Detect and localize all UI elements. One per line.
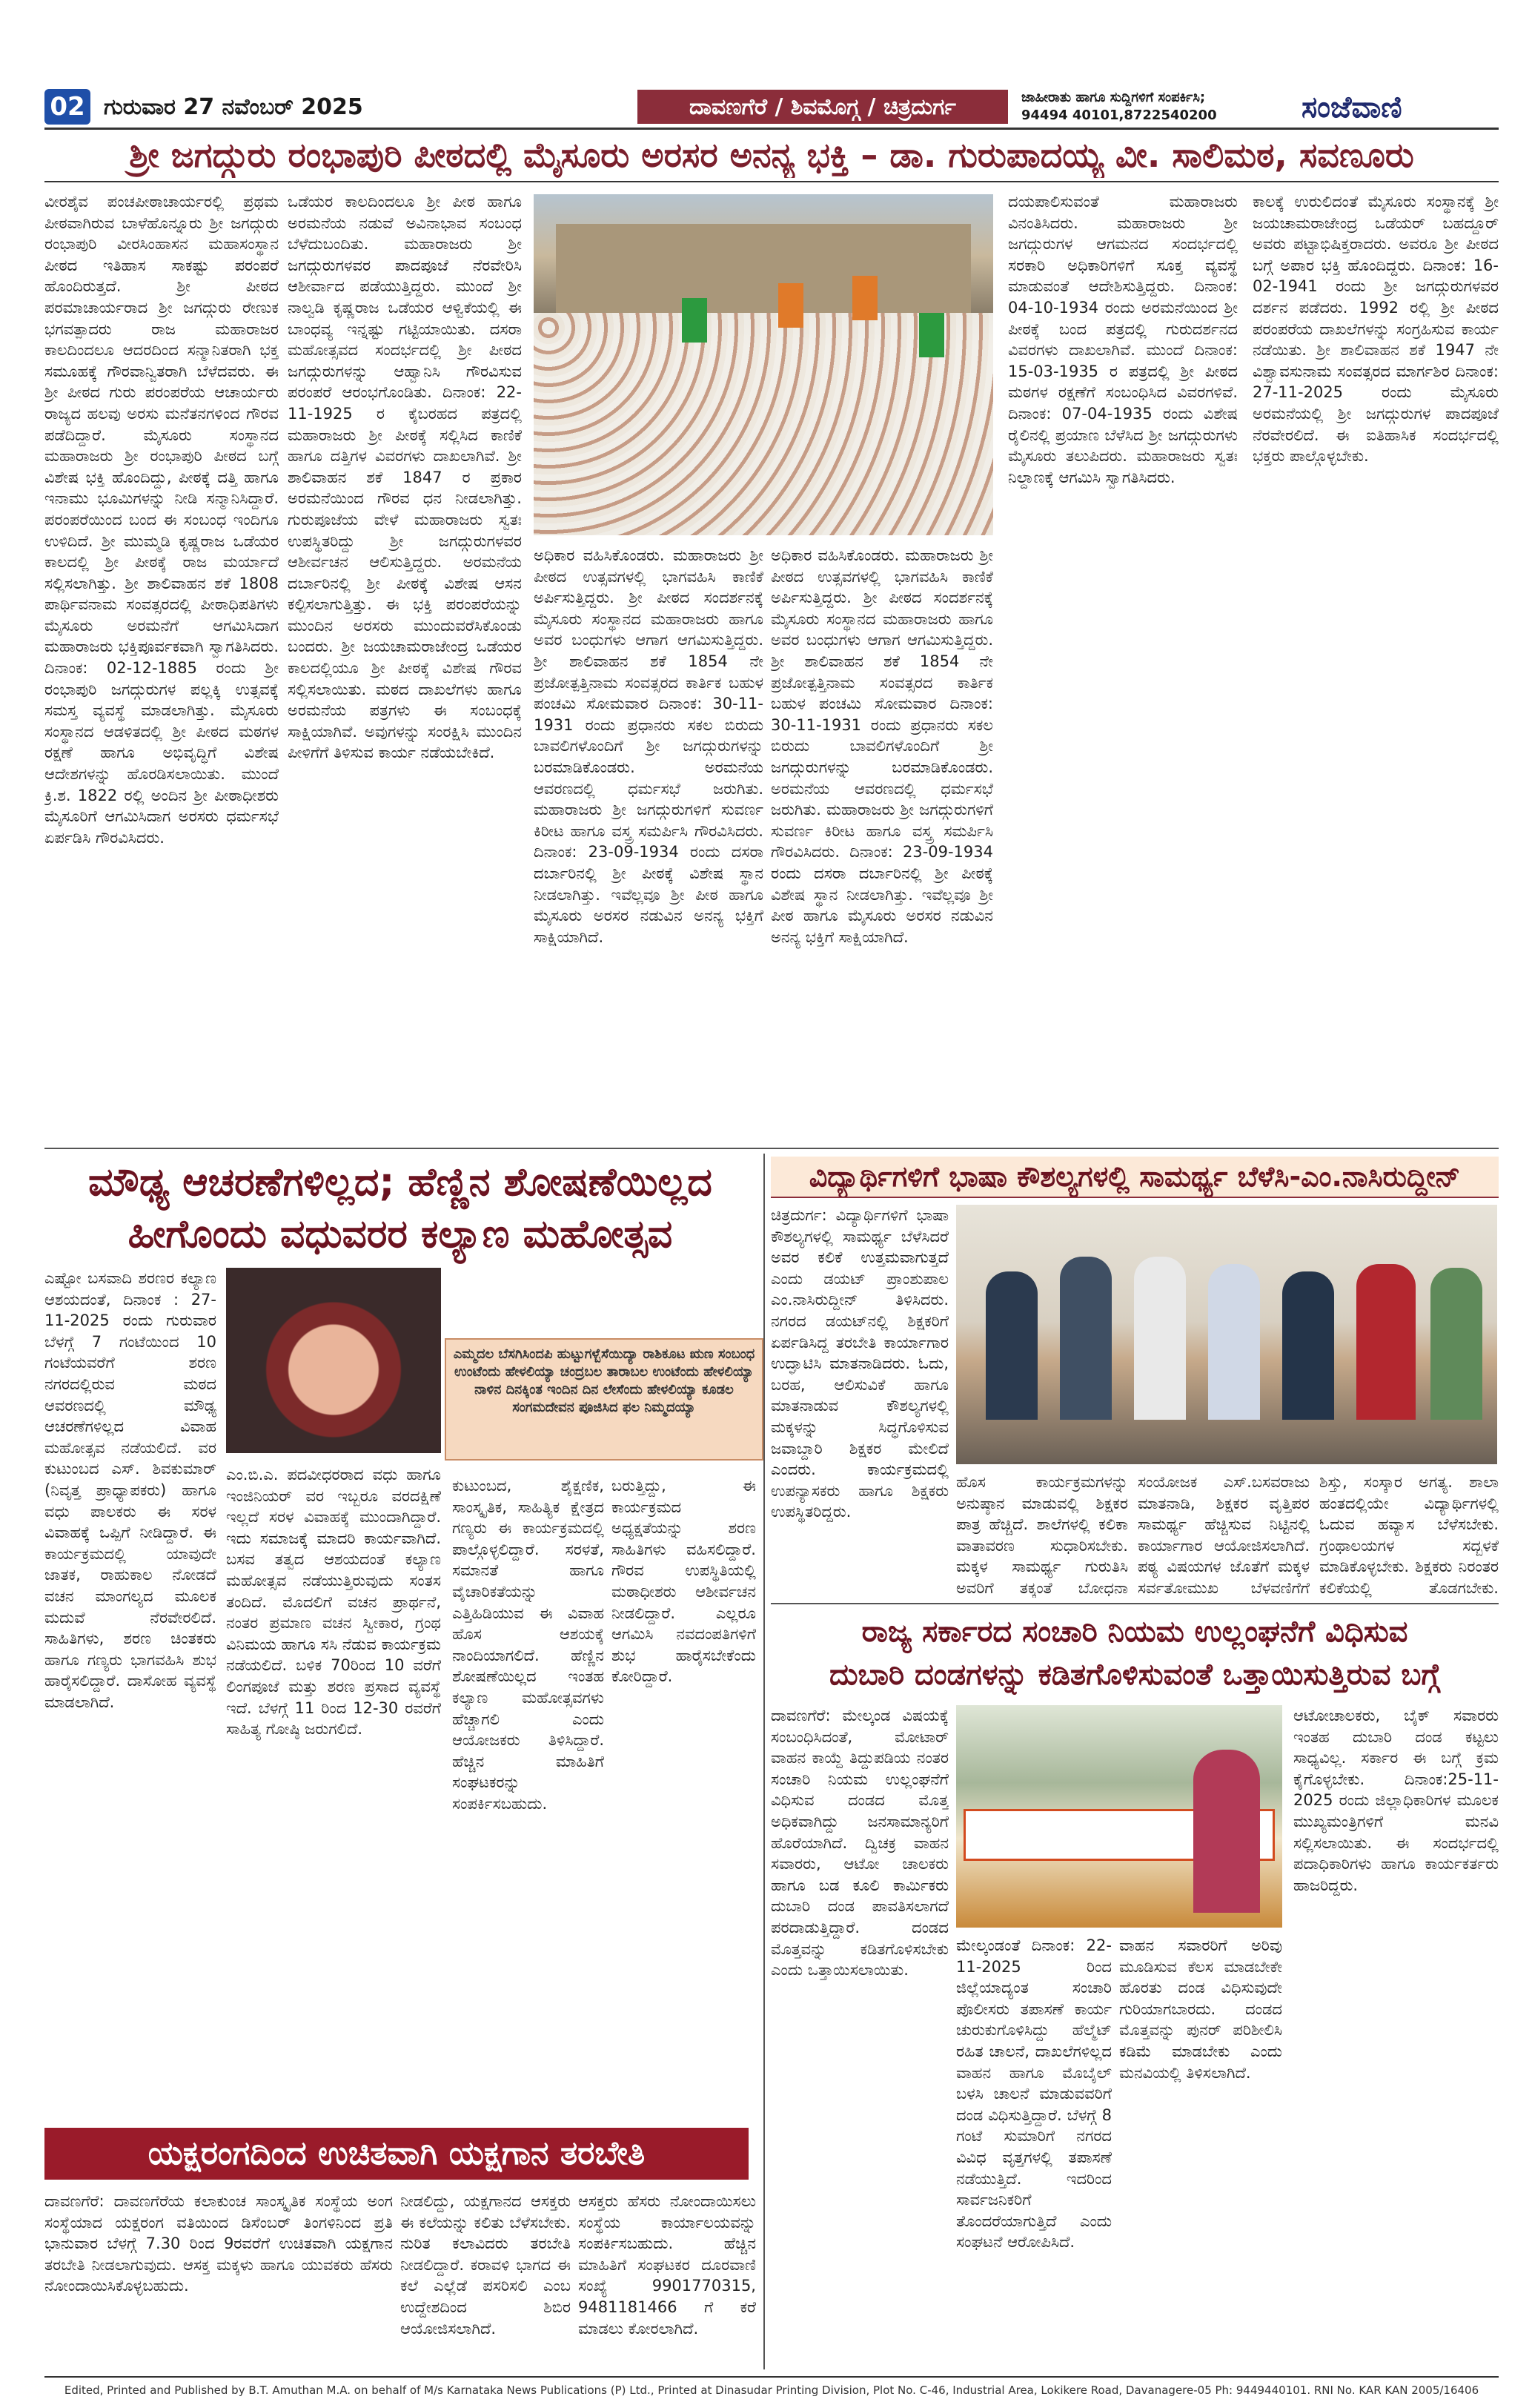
- masthead-rule: [44, 128, 1499, 130]
- orange-flag: [778, 283, 803, 328]
- students-col2: ಹೊಸ ಕಾರ್ಯಕ್ರಮಗಳನ್ನು ಅನುಷ್ಠಾನ ಮಾಡುವಲ್ಲಿ ಶಿಕ್ಷಕರ ಪಾತ್ರ ಹೆಚ್ಚಿದೆ. ಶಾಲೆಗಳಲ್ಲಿ ಕಲಿಕಾ ವಾತಾವರಣ ಸುಧಾರಿಸಬೇಕು. ಮಕ್ಕಳ ಸಾಮರ್ಥ್ಯ ಗುರುತಿಸಿ ಅವರಿಗೆ ತಕ್ಕಂತೆ ಬೋಧನಾ: [956, 1473, 1128, 1597]
- section-rule: [771, 1603, 1499, 1604]
- imprint-footer: Edited, Printed and Published by B.T. Amuthan M.A. on behalf of M/s Karnataka News Publications (P) Ltd., Printed at Dinasudar Printing Division, Plot No. C-46, Industrial Area, Lokikere Road, Davanagere-05 Ph: 9449440101. RNI No. KAR KAN 2005/16406: [64, 2384, 1479, 2397]
- person: [1208, 1264, 1260, 1420]
- person: [1282, 1271, 1334, 1420]
- students-col3: ಸಂಯೋಜಕ ಎಸ್.ಬಸವರಾಜು ಮಾತನಾಡಿ, ಶಿಕ್ಷಕರ ವೃತ್ತಿಪರ ಸಾಮರ್ಥ್ಯ ಹೆಚ್ಚಿಸುವ ನಿಟ್ಟಿನಲ್ಲಿ ಕಾರ್ಯಾಗಾರ ಆಯೋಜಿಸಲಾಗಿದೆ. ಪಠ್ಯ ವಿಷಯಗಳ ಜೊತೆಗೆ ಮಕ್ಕಳ ಸರ್ವತೋಮುಖ ಬೆಳವಣಿಗೆಗೆ: [1138, 1473, 1310, 1597]
- wedding-col4: ಬರುತ್ತಿದ್ದು, ಈ ಕಾರ್ಯಕ್ರಮದ ಅಧ್ಯಕ್ಷತೆಯನ್ನು ಶರಣ ಸಾಹಿತಿಗಳು ವಹಿಸಲಿದ್ದಾರೆ. ಗೌರವ ಉಪಸ್ಥಿತಿಯಲ್ಲಿ ಮಠಾಧೀಶರು ಆಶೀರ್ವಚನ ನೀಡಲಿದ್ದಾರೆ. ಎಲ್ಲರೂ ಆಗಮಿಸಿ ನವದಂಪತಿಗಳಿಗೆ ಶುಭ ಹಾರೈಸಬೇಕೆಂದು ಕೋರಿದ್ದಾರೆ.: [611, 1477, 756, 1686]
- yakshagana-headline: ಯಕ್ಷರಂಗದಿಂದ ಉಚಿತವಾಗಿ ಯಕ್ಷಗಾನ ತರಬೇತಿ: [44, 2128, 749, 2180]
- traffic-headline-line2: ದುಬಾರಿ ದಂಡಗಳನ್ನು ಕಡಿತಗೊಳಿಸುವಂತೆ ಒತ್ತಾಯಿಸುತ್ತಿರುವ ಬಗ್ಗೆ: [829, 1658, 1440, 1692]
- ad-label: ಜಾಹೀರಾತು ಹಾಗೂ ಸುದ್ದಿಗಳಿಗೆ ಸಂಪರ್ಕಿಸಿ;: [1021, 90, 1206, 105]
- main-story-col5: ಕಾಲಕ್ಕೆ ಉರುಲಿದಂತೆ ಮೈಸೂರು ಸಂಸ್ಥಾನಕ್ಕೆ ಶ್ರೀ ಜಯಚಾಮರಾಜೇಂದ್ರ ಒಡೆಯರ್ ಬಹದ್ದೂರ್ ಅವರು ಪಟ್ಟಾಭಿಷಿಕ್ತರಾದರು. ಅವರೂ ಶ್ರೀ ಪೀಠದ ಬಗ್ಗೆ ಅಪಾರ ಭಕ್ತಿ ಹೊಂದಿದ್ದರು. ದಿನಾಂಕ: 16-02-1941 ರಂದು ಶ್ರೀ ಜಗದ್ಗುರುಗಳವರ ದರ್ಶನ ಪಡೆದರು. 1992 ರಲ್ಲಿ ಶ್ರೀ ಪೀಠದ ಪರಂಪರೆಯ ದಾಖಲೆಗಳನ್ನು ಸಂಗ್ರಹಿಸುವ ಕಾರ್ಯ ನಡೆಯಿತು. ಶ್ರೀ ಶಾಲಿವಾಹನ ಶಕೆ 1947 ನೇ ವಿಶ್ವಾವಸುನಾಮ ಸಂವತ್ಸರದ ಮಾರ್ಗಶಿರ ದಿನಾಂಕ: 27-11-2025 ರಂದು ಮೈಸೂರು ಅರಮನೆಯಲ್ಲಿ ಶ್ರೀ ಜಗದ್ಗುರುಗಳ ಪಾದಪೂಜೆ ನೆರವೇರಲಿದೆ. ಈ ಐತಿಹಾಸಿಕ ಸಂದರ್ಭದಲ್ಲಿ ಭಕ್ತರು ಪಾಲ್ಗೊಳ್ಳಬೇಕು.: [1253, 193, 1499, 466]
- procession-photo: [534, 194, 993, 535]
- person: [986, 1271, 1038, 1420]
- main-headline: ಶ್ರೀ ಜಗದ್ಗುರು ರಂಭಾಪುರಿ ಪೀಠದಲ್ಲಿ ಮೈಸೂರು ಅರಸರ ಅನನ್ಯ ಭಕ್ತಿ – ಡಾ. ಗುರುಪಾದಯ್ಯ ವೀ. ಸಾಲಿಮಠ, ಸವಣೂರು: [129, 135, 1414, 175]
- wedding-col1: ಎಷ್ಟೋ ಬಸವಾದಿ ಶರಣರ ಕಲ್ಯಾಣ ಆಶಯದಂತೆ, ದಿನಾಂಕ : 27-11-2025 ರಂದು ಗುರುವಾರ ಬೆಳಗ್ಗೆ 7 ಗಂಟೆಯಿಂದ 10 ಗಂಟೆಯವರೆಗೆ ಶರಣ ನಗರದಲ್ಲಿರುವ ಮಠದ ಆವರಣದಲ್ಲಿ ಮೌಢ್ಯ ಆಚರಣೆಗಳಿಲ್ಲದ ವಿವಾಹ ಮಹೋತ್ಸವ ನಡೆಯಲಿದೆ. ವರ ಕುಟುಂಬದ ಎಸ್. ಶಿವಕುಮಾರ್ (ನಿವೃತ್ತ ಪ್ರಾಧ್ಯಾಪಕರು) ಹಾಗೂ ವಧು ಪಾಲಕರು ಈ ಸರಳ ವಿವಾಹಕ್ಕೆ ಒಪ್ಪಿಗೆ ನೀಡಿದ್ದಾರೆ. ಈ ಕಾರ್ಯಕ್ರಮದಲ್ಲಿ ಯಾವುದೇ ಜಾತಕ, ರಾಹುಕಾಲ ನೋಡದೆ ವಚನ ಮಾಂಗಲ್ಯದ ಮೂಲಕ ಮದುವೆ ನೆರವೇರಲಿದೆ. ಸಾಹಿತಿಗಳು, ಶರಣ ಚಿಂತಕರು ಹಾಗೂ ಗಣ್ಯರು ಭಾಗವಹಿಸಿ ಶುಭ ಹಾರೈಸಲಿದ್ದಾರೆ. ದಾಸೋಹ ವ್ಯವಸ್ಥೆ ಮಾಡಲಾಗಿದೆ.: [44, 1269, 216, 1711]
- traffic-headline: [771, 1610, 1499, 1696]
- vachana-quote-box: ಎಮ್ಮದಲ ಬೆಸಗಿಸಿಂದಪಿ ಹುಟ್ಟುಗಳ್ಬೆಸೆಯಿದ್ಯಾ ರಾಶಿಕೂಟ ಋಣ ಸಂಬಂಧ ಉಂಟೆಂದು ಹೇಳಲಿಯ್ಯಾ ಚಂದ್ರಬಲ ತಾರಾಬಲ ಉಂಟೆಂದು ಹೇಳಲಿಯ್ಯಾ ನಾಳಿನ ದಿನಕ್ಕಿಂತ ಇಂದಿನ ದಿನ ಲೇಸೆಂದು ಹೇಳಲಿಯ್ಯಾ ಕೂಡಲ ಸಂಗಮದೇವನ ಪೂಜಿಸಿದ ಫಲ ನಿಮ್ಮದಯ್ಯಾ: [445, 1338, 763, 1461]
- main-story-col3: ಅಧಿಕಾರ ವಹಿಸಿಕೊಂಡರು. ಮಹಾರಾಜರು ಶ್ರೀ ಪೀಠದ ಉತ್ಸವಗಳಲ್ಲಿ ಭಾಗವಹಿಸಿ ಕಾಣಿಕೆ ಅರ್ಪಿಸುತ್ತಿದ್ದರು. ಶ್ರೀ ಪೀಠದ ಸಂದರ್ಶನಕ್ಕೆ ಮೈಸೂರು ಸಂಸ್ಥಾನದ ಮಹಾರಾಜರು ಹಾಗೂ ಅವರ ಬಂಧುಗಳು ಆಗಾಗ ಆಗಮಿಸುತ್ತಿದ್ದರು. ಶ್ರೀ ಶಾಲಿವಾಹನ ಶಕೆ 1854 ನೇ ಪ್ರಜೋತ್ಪತ್ತಿನಾಮ ಸಂವತ್ಸರದ ಕಾರ್ತಿಕ ಬಹುಳ ಪಂಚಮಿ ಸೋಮವಾರ ದಿನಾಂಕ: 30-11-1931 ರಂದು ಪ್ರಧಾನರು ಸಕಲ ಬಿರುದು ಬಾವಲಿಗಳೊಂದಿಗೆ ಶ್ರೀ ಜಗದ್ಗುರುಗಳನ್ನು ಬರಮಾಡಿಕೊಂಡರು. ಅರಮನೆಯ ಆವರಣದಲ್ಲಿ ಧರ್ಮಸಭೆ ಜರುಗಿತು. ಮಹಾರಾಜರು ಶ್ರೀ ಜಗದ್ಗುರುಗಳಿಗೆ ಸುವರ್ಣ ಕಿರೀಟ ಹಾಗೂ ವಸ್ತ್ರ ಸಮರ್ಪಿಸಿ ಗೌರವಿಸಿದರು. ದಿನಾಂಕ: 23-09-1934 ರಂದು ದಸರಾ ದರ್ಬಾರಿನಲ್ಲಿ ಶ್ರೀ ಪೀಠಕ್ಕೆ ವಿಶೇಷ ಸ್ಥಾನ ನೀಡಲಾಗಿತ್ತು. ಇವೆಲ್ಲವೂ ಶ್ರೀ ಪೀಠ ಹಾಗೂ ಮೈಸೂರು ಅರಸರ ನಡುವಿನ ಅನನ್ಯ ಭಕ್ತಿಗೆ ಸಾಕ್ಷಿಯಾಗಿದೆ.: [534, 546, 763, 946]
- column-divider: [763, 1154, 765, 2369]
- traffic-col2: ಮೇಲ್ಕಂಡಂತೆ ದಿನಾಂಕ: 22-11-2025 ರಿಂದ ಜಿಲ್ಲೆಯಾದ್ಯಂತ ಸಂಚಾರಿ ಪೊಲೀಸರು ತಪಾಸಣೆ ಕಾರ್ಯ ಚುರುಕುಗೊಳಿಸಿದ್ದು ಹೆಲ್ಮೆಟ್ ರಹಿತ ಚಾಲನೆ, ದಾಖಲೆಗಳಿಲ್ಲದ ವಾಹನ ಹಾಗೂ ಮೊಬೈಲ್ ಬಳಸಿ ಚಾಲನೆ ಮಾಡುವವರಿಗೆ ದಂಡ ವಿಧಿಸುತ್ತಿದ್ದಾರೆ. ಬೆಳಗ್ಗೆ 8 ಗಂಟೆ ಸುಮಾರಿಗೆ ನಗರದ ವಿವಿಧ ವೃತ್ತಗಳಲ್ಲಿ ತಪಾಸಣೆ ನಡೆಯುತ್ತಿದೆ. ಇದರಿಂದ ಸಾರ್ವಜನಿಕರಿಗೆ ತೊಂದರೆಯಾಗುತ್ತಿದೆ ಎಂದು ಸಂಘಟನೆ ಆರೋಪಿಸಿದೆ.: [956, 1936, 1112, 2252]
- yakshagana-col1: ದಾವಣಗೆರೆ: ದಾವಣಗೆರೆಯ ಕಲಾಕುಂಚ ಸಾಂಸ್ಕೃತಿಕ ಸಂಸ್ಥೆಯ ಅಂಗ ಸಂಸ್ಥೆಯಾದ ಯಕ್ಷರಂಗ ವತಿಯಿಂದ ಡಿಸೆಂಬರ್ ತಿಂಗಳಿನಿಂದ ಪ್ರತಿ ಭಾನುವಾರ ಬೆಳಗ್ಗೆ 7.30 ರಿಂದ 9ರವರೆಗೆ ಉಚಿತವಾಗಿ ಯಕ್ಷಗಾನ ತರಬೇತಿ ನೀಡಲಾಗುವುದು. ಆಸಕ್ತ ಮಕ್ಕಳು ಹಾಗೂ ಯುವಕರು ಹೆಸರು ನೋಂದಾಯಿಸಿಕೊಳ್ಳಬಹುದು.: [44, 2192, 393, 2295]
- yakshagana-col3: ಆಸಕ್ತರು ಹೆಸರು ನೋಂದಾಯಿಸಲು ಸಂಸ್ಥೆಯ ಕಾರ್ಯಾಲಯವನ್ನು ಸಂಪರ್ಕಿಸಬಹುದು. ಹೆಚ್ಚಿನ ಮಾಹಿತಿಗೆ ಸಂಘಟಕರ ದೂರವಾಣಿ ಸಂಖ್ಯೆ 9901770315, 9481181466 ಗೆ ಕರೆ ಮಾಡಲು ಕೋರಲಾಗಿದೆ.: [578, 2192, 756, 2338]
- edition-cities: ದಾವಣಗೆರೆ / ಶಿವಮೊಗ್ಗ / ಚಿತ್ರದುರ್ಗ: [637, 90, 1008, 124]
- yakshagana-col2: ನೀಡಲಿದ್ದು, ಯಕ್ಷಗಾನದ ಆಸಕ್ತರು ಈ ಕಲೆಯನ್ನು ಕಲಿತು ಬೆಳೆಸಬೇಕು. ನುರಿತ ಕಲಾವಿದರು ತರಬೇತಿ ನೀಡಲಿದ್ದಾರೆ. ಕರಾವಳಿ ಭಾಗದ ಈ ಕಲೆ ಎಲ್ಲೆಡೆ ಪಸರಿಸಲಿ ಎಂಬ ಉದ್ದೇಶದಿಂದ ಶಿಬಿರ ಆಯೋಜಿಸಲಾಗಿದೆ.: [400, 2192, 571, 2338]
- official: [1193, 1750, 1260, 1913]
- temple-building: [556, 224, 971, 313]
- wedding-headline-line1: ಮೌಢ್ಯ ಆಚರಣೆಗಳಿಲ್ಲದ; ಹೆಣ್ಣಿನ ಶೋಷಣೆಯಿಲ್ಲದ: [88, 1160, 712, 1205]
- wedding-hands-photo: [226, 1268, 441, 1453]
- person: [1356, 1264, 1416, 1420]
- main-story-col1: ವೀರಶೈವ ಪಂಚಪೀಠಾಚಾರ್ಯರಲ್ಲಿ ಪ್ರಥಮ ಪೀಠವಾಗಿರುವ ಬಾಳೆಹೊನ್ನೂರು ಶ್ರೀ ಜಗದ್ಗುರು ರಂಭಾಪುರಿ ವೀರಸಿಂಹಾಸನ ಮಹಾಸಂಸ್ಥಾನ ಪೀಠದ ಇತಿಹಾಸ ಸಾಕಷ್ಟು ಪರಂಪರೆ ಹೊಂದಿರುತ್ತದೆ. ಶ್ರೀ ಪೀಠದ ಪರಮಾಚಾರ್ಯರಾದ ಶ್ರೀ ಜಗದ್ಗುರು ರೇಣುಕ ಭಗವತ್ಪಾದರು ರಾಜ ಮಹಾರಾಜರ ಕಾಲದಿಂದಲೂ ಆದರದಿಂದ ಸನ್ಮಾನಿತರಾಗಿ ಭಕ್ತ ಸಮೂಹಕ್ಕೆ ಗೌರವಾನ್ವಿತರಾಗಿ ಬೆಳೆದವರು. ಈ ಶ್ರೀ ಪೀಠದ ಗುರು ಪರಂಪರೆಯ ಆಚಾರ್ಯರು ರಾಜ್ಯದ ಹಲವು ಅರಸು ಮನೆತನಗಳಿಂದ ಗೌರವ ಪಡೆದಿದ್ದಾರೆ. ಮೈಸೂರು ಸಂಸ್ಥಾನದ ಮಹಾರಾಜರು ಶ್ರೀ ರಂಭಾಪುರಿ ಪೀಠದ ಬಗ್ಗೆ ವಿಶೇಷ ಭಕ್ತಿ ಹೊಂದಿದ್ದು, ಪೀಠಕ್ಕೆ ದತ್ತಿ ಹಾಗೂ ಇನಾಮು ಭೂಮಿಗಳನ್ನು ನೀಡಿ ಸನ್ಮಾನಿಸಿದ್ದಾರೆ. ಪರಂಪರೆಯಿಂದ ಬಂದ ಈ ಸಂಬಂಧ ಇಂದಿಗೂ ಉಳಿದಿದೆ. ಶ್ರೀ ಮುಮ್ಮಡಿ ಕೃಷ್ಣರಾಜ ಒಡೆಯರ ಕಾಲದಲ್ಲಿ ಶ್ರೀ ಪೀಠಕ್ಕೆ ರಾಜ ಮರ್ಯಾದೆ ಸಲ್ಲಿಸಲಾಗಿತ್ತು. ಶ್ರೀ ಶಾಲಿವಾಹನ ಶಕೆ 1808 ಪಾರ್ಥಿವನಾಮ ಸಂವತ್ಸರದಲ್ಲಿ ಪೀಠಾಧಿಪತಿಗಳು ಮೈಸೂರು ಅರಮನೆಗೆ ಆಗಮಿಸಿದಾಗ ಮಹಾರಾಜರು ಭಕ್ತಿಪೂರ್ವಕವಾಗಿ ಸ್ವಾಗತಿಸಿದರು. ದಿನಾಂಕ: 02-12-1885 ರಂದು ಶ್ರೀ ರಂಭಾಪುರಿ ಜಗದ್ಗುರುಗಳ ಪಲ್ಲಕ್ಕಿ ಉತ್ಸವಕ್ಕೆ ಸಮಸ್ತ ವ್ಯವಸ್ಥೆ ಮಾಡಲಾಗಿತ್ತು. ಮೈಸೂರು ಸಂಸ್ಥಾನದ ಆಡಳಿತದಲ್ಲಿ ಶ್ರೀ ಪೀಠದ ಮಠಗಳ ರಕ್ಷಣೆ ಹಾಗೂ ಅಭಿವೃದ್ಧಿಗೆ ವಿಶೇಷ ಆದೇಶಗಳನ್ನು ಹೊರಡಿಸಲಾಯಿತು. ಮುಂದೆ ಕ್ರಿ.ಶ. 1822 ರಲ್ಲಿ ಅಂದಿನ ಶ್ರೀ ಪೀಠಾಧೀಶರು ಮೈಸೂರಿಗೆ ಆಗಮಿಸಿದಾಗ ಅರಸರು ಧರ್ಮಸಭೆ ಏರ್ಪಡಿಸಿ ಗೌರವಿಸಿದರು.: [44, 193, 279, 847]
- traffic-headline-line1: ರಾಜ್ಯ ಸರ್ಕಾರದ ಸಂಚಾರಿ ನಿಯಮ ಉಲ್ಲಂಘನೆಗೆ ವಿಧಿಸುವ: [861, 1615, 1408, 1649]
- protest-photo: [956, 1705, 1282, 1928]
- main-story-col3b: ಅಧಿಕಾರ ವಹಿಸಿಕೊಂಡರು. ಮಹಾರಾಜರು ಶ್ರೀ ಪೀಠದ ಉತ್ಸವಗಳಲ್ಲಿ ಭಾಗವಹಿಸಿ ಕಾಣಿಕೆ ಅರ್ಪಿಸುತ್ತಿದ್ದರು. ಶ್ರೀ ಪೀಠದ ಸಂದರ್ಶನಕ್ಕೆ ಮೈಸೂರು ಸಂಸ್ಥಾನದ ಮಹಾರಾಜರು ಹಾಗೂ ಅವರ ಬಂಧುಗಳು ಆಗಾಗ ಆಗಮಿಸುತ್ತಿದ್ದರು. ಶ್ರೀ ಶಾಲಿವಾಹನ ಶಕೆ 1854 ನೇ ಪ್ರಜೋತ್ಪತ್ತಿನಾಮ ಸಂವತ್ಸರದ ಕಾರ್ತಿಕ ಬಹುಳ ಪಂಚಮಿ ಸೋಮವಾರ ದಿನಾಂಕ: 30-11-1931 ರಂದು ಪ್ರಧಾನರು ಸಕಲ ಬಿರುದು ಬಾವಲಿಗಳೊಂದಿಗೆ ಶ್ರೀ ಜಗದ್ಗುರುಗಳನ್ನು ಬರಮಾಡಿಕೊಂಡರು. ಅರಮನೆಯ ಆವರಣದಲ್ಲಿ ಧರ್ಮಸಭೆ ಜರುಗಿತು. ಮಹಾರಾಜರು ಶ್ರೀ ಜಗದ್ಗುರುಗಳಿಗೆ ಸುವರ್ಣ ಕಿರೀಟ ಹಾಗೂ ವಸ್ತ್ರ ಸಮರ್ಪಿಸಿ ಗೌರವಿಸಿದರು. ದಿನಾಂಕ: 23-09-1934 ರಂದು ದಸರಾ ದರ್ಬಾರಿನಲ್ಲಿ ಶ್ರೀ ಪೀಠಕ್ಕೆ ವಿಶೇಷ ಸ್ಥಾನ ನೀಡಲಾಗಿತ್ತು. ಇವೆಲ್ಲವೂ ಶ್ರೀ ಪೀಠ ಹಾಗೂ ಮೈಸೂರು ಅರಸರ ನಡುವಿನ ಅನನ್ಯ ಭಕ್ತಿಗೆ ಸಾಕ್ಷಿಯಾಗಿದೆ.: [771, 546, 993, 946]
- page-number: 02: [44, 89, 90, 125]
- person: [1430, 1268, 1482, 1420]
- students-col1: ಚಿತ್ರದುರ್ಗ: ವಿದ್ಯಾರ್ಥಿಗಳಿಗೆ ಭಾಷಾ ಕೌಶಲ್ಯಗಳಲ್ಲಿ ಸಾಮರ್ಥ್ಯ ಬೆಳೆಸಿದರೆ ಅವರ ಕಲಿಕೆ ಉತ್ತಮವಾಗುತ್ತದೆ ಎಂದು ಡಯಟ್ ಪ್ರಾಂಶುಪಾಲ ಎಂ.ನಾಸಿರುದ್ದೀನ್ ತಿಳಿಸಿದರು. ನಗರದ ಡಯಟ್‌ನಲ್ಲಿ ಶಿಕ್ಷಕರಿಗೆ ಏರ್ಪಡಿಸಿದ್ದ ತರಬೇತಿ ಕಾರ್ಯಾಗಾರ ಉದ್ಘಾಟಿಸಿ ಮಾತನಾಡಿದರು. ಓದು, ಬರಹ, ಆಲಿಸುವಿಕೆ ಹಾಗೂ ಮಾತನಾಡುವ ಕೌಶಲ್ಯಗಳಲ್ಲಿ ಮಕ್ಕಳನ್ನು ಸಿದ್ಧಗೊಳಿಸುವ ಜವಾಬ್ದಾರಿ ಶಿಕ್ಷಕರ ಮೇಲಿದೆ ಎಂದರು. ಕಾರ್ಯಕ್ರಮದಲ್ಲಿ ಉಪನ್ಯಾಸಕರು ಹಾಗೂ ಶಿಕ್ಷಕರು ಉಪಸ್ಥಿತರಿದ್ದರು.: [771, 1206, 949, 1521]
- wedding-headline-line2: ಹೀಗೊಂದು ವಧುವರರ ಕಲ್ಯಾಣ ಮಹೋತ್ಸವ: [127, 1212, 673, 1257]
- wedding-headline: [44, 1157, 756, 1260]
- traffic-col4: ಆಟೋಚಾಲಕರು, ಬೈಕ್ ಸವಾರರು ಇಂತಹ ದುಬಾರಿ ದಂಡ ಕಟ್ಟಲು ಸಾಧ್ಯವಿಲ್ಲ. ಸರ್ಕಾರ ಈ ಬಗ್ಗೆ ಕ್ರಮ ಕೈಗೊಳ್ಳಬೇಕು. ದಿನಾಂಕ:25-11-2025 ರಂದು ಜಿಲ್ಲಾಧಿಕಾರಿಗಳ ಮೂಲಕ ಮುಖ್ಯಮಂತ್ರಿಗಳಿಗೆ ಮನವಿ ಸಲ್ಲಿಸಲಾಯಿತು. ಈ ಸಂದರ್ಭದಲ್ಲಿ ಪದಾಧಿಕಾರಿಗಳು ಹಾಗೂ ಕಾರ್ಯಕರ್ತರು ಹಾಜರಿದ್ದರು.: [1293, 1707, 1499, 1894]
- wedding-col3: ಕುಟುಂಬದ, ಶೈಕ್ಷಣಿಕ, ಸಾಂಸ್ಕೃತಿಕ, ಸಾಹಿತ್ಯಿಕ ಕ್ಷೇತ್ರದ ಗಣ್ಯರು ಈ ಕಾರ್ಯಕ್ರಮದಲ್ಲಿ ಪಾಲ್ಗೊಳ್ಳಲಿದ್ದಾರೆ. ಸರಳತೆ, ಸಮಾನತೆ ಹಾಗೂ ವೈಚಾರಿಕತೆಯನ್ನು ಎತ್ತಿಹಿಡಿಯುವ ಈ ವಿವಾಹ ಹೊಸ ಆಶಯಕ್ಕೆ ನಾಂದಿಯಾಗಲಿದೆ. ಹೆಣ್ಣಿನ ಶೋಷಣೆಯಿಲ್ಲದ ಇಂತಹ ಕಲ್ಯಾಣ ಮಹೋತ್ಸವಗಳು ಹೆಚ್ಚಾಗಲಿ ಎಂದು ಆಯೋಜಕರು ತಿಳಿಸಿದ್ದಾರೆ. ಹೆಚ್ಚಿನ ಮಾಹಿತಿಗೆ ಸಂಘಟಕರನ್ನು ಸಂಪರ್ಕಿಸಬಹುದು.: [452, 1477, 604, 1813]
- main-story-col4: ದಯಪಾಲಿಸುವಂತೆ ಮಹಾರಾಜರು ವಿನಂತಿಸಿದರು. ಮಹಾರಾಜರು ಶ್ರೀ ಜಗದ್ಗುರುಗಳ ಆಗಮನದ ಸಂದರ್ಭದಲ್ಲಿ ಸರಕಾರಿ ಅಧಿಕಾರಿಗಳಿಗೆ ಸೂಕ್ತ ವ್ಯವಸ್ಥೆ ಮಾಡುವಂತೆ ಆದೇಶಿಸುತ್ತಿದ್ದರು. ದಿನಾಂಕ: 04-10-1934 ರಂದು ಅರಮನೆಯಿಂದ ಶ್ರೀ ಪೀಠಕ್ಕೆ ಬಂದ ಪತ್ರದಲ್ಲಿ ಗುರುದರ್ಶನದ ವಿವರಗಳು ದಾಖಲಾಗಿವೆ. ಮುಂದೆ ದಿನಾಂಕ: 15-03-1935 ರ ಪತ್ರದಲ್ಲಿ ಶ್ರೀ ಪೀಠದ ಮಠಗಳ ರಕ್ಷಣೆಗೆ ಸಂಬಂಧಿಸಿದ ವಿವರಗಳಿವೆ. ದಿನಾಂಕ: 07-04-1935 ರಂದು ವಿಶೇಷ ರೈಲಿನಲ್ಲಿ ಪ್ರಯಾಣ ಬೆಳೆಸಿದ ಶ್ರೀ ಜಗದ್ಗುರುಗಳು ಮೈಸೂರು ತಲುಪಿದರು. ಮಹಾರಾಜರು ಸ್ವತಃ ನಿಲ್ದಾಣಕ್ಕೆ ಆಗಮಿಸಿ ಸ್ವಾಗತಿಸಿದರು.: [1008, 193, 1238, 486]
- ad-phone: 94494 40101,8722540200: [1021, 108, 1217, 123]
- main-story-col2: ಒಡೆಯರ ಕಾಲದಿಂದಲೂ ಶ್ರೀ ಪೀಠ ಹಾಗೂ ಅರಮನೆಯ ನಡುವೆ ಅವಿನಾಭಾವ ಸಂಬಂಧ ಬೆಳೆದುಬಂದಿತು. ಮಹಾರಾಜರು ಶ್ರೀ ಜಗದ್ಗುರುಗಳವರ ಪಾದಪೂಜೆ ನೆರವೇರಿಸಿ ಆಶೀರ್ವಾದ ಪಡೆಯುತ್ತಿದ್ದರು. ಮುಂದೆ ಶ್ರೀ ನಾಲ್ವಡಿ ಕೃಷ್ಣರಾಜ ಒಡೆಯರ ಆಳ್ವಿಕೆಯಲ್ಲಿ ಈ ಬಾಂಧವ್ಯ ಇನ್ನಷ್ಟು ಗಟ್ಟಿಯಾಯಿತು. ದಸರಾ ಮಹೋತ್ಸವದ ಸಂದರ್ಭದಲ್ಲಿ ಶ್ರೀ ಪೀಠದ ಜಗದ್ಗುರುಗಳನ್ನು ಆಹ್ವಾನಿಸಿ ಗೌರವಿಸುವ ಪರಂಪರೆ ಆರಂಭಗೊಂಡಿತು. ದಿನಾಂಕ: 22-11-1925 ರ ಕೈಬರಹದ ಪತ್ರದಲ್ಲಿ ಮಹಾರಾಜರು ಶ್ರೀ ಪೀಠಕ್ಕೆ ಸಲ್ಲಿಸಿದ ಕಾಣಿಕೆ ಹಾಗೂ ದತ್ತಿಗಳ ವಿವರಗಳು ದಾಖಲಾಗಿವೆ. ಶ್ರೀ ಶಾಲಿವಾಹನ ಶಕೆ 1847 ರ ಪ್ರಕಾರ ಅರಮನೆಯಿಂದ ಗೌರವ ಧನ ನೀಡಲಾಗಿತ್ತು. ಗುರುಪೂಜೆಯ ವೇಳೆ ಮಹಾರಾಜರು ಸ್ವತಃ ಉಪಸ್ಥಿತರಿದ್ದು ಶ್ರೀ ಜಗದ್ಗುರುಗಳವರ ಆಶೀರ್ವಚನ ಆಲಿಸುತ್ತಿದ್ದರು. ಅರಮನೆಯ ದರ್ಬಾರಿನಲ್ಲಿ ಶ್ರೀ ಪೀಠಕ್ಕೆ ವಿಶೇಷ ಆಸನ ಕಲ್ಪಿಸಲಾಗುತ್ತಿತ್ತು. ಈ ಭಕ್ತಿ ಪರಂಪರೆಯನ್ನು ಮುಂದಿನ ಅರಸರು ಮುಂದುವರೆಸಿಕೊಂಡು ಬಂದರು. ಶ್ರೀ ಜಯಚಾಮರಾಜೇಂದ್ರ ಒಡೆಯರ ಕಾಲದಲ್ಲಿಯೂ ಶ್ರೀ ಪೀಠಕ್ಕೆ ವಿಶೇಷ ಗೌರವ ಸಲ್ಲಿಸಲಾಯಿತು. ಮಠದ ದಾಖಲೆಗಳು ಹಾಗೂ ಅರಮನೆಯ ಪತ್ರಗಳು ಈ ಸಂಬಂಧಕ್ಕೆ ಸಾಕ್ಷಿಯಾಗಿವೆ. ಅವುಗಳನ್ನು ಸಂರಕ್ಷಿಸಿ ಮುಂದಿನ ಪೀಳಿಗೆಗೆ ತಿಳಿಸುವ ಕಾರ್ಯ ನಡೆಯಬೇಕಿದೆ.: [288, 193, 522, 762]
- wedding-col2: ಎಂ.ಬಿ.ಎ. ಪದವೀಧರರಾದ ವಧು ಹಾಗೂ ಇಂಜಿನಿಯರ್ ವರ ಇಬ್ಬರೂ ವರದಕ್ಷಿಣೆ ಇಲ್ಲದೆ ಸರಳ ವಿವಾಹಕ್ಕೆ ಮುಂದಾಗಿದ್ದಾರೆ. ಇದು ಸಮಾಜಕ್ಕೆ ಮಾದರಿ ಕಾರ್ಯವಾಗಿದೆ. ಬಸವ ತತ್ವದ ಆಶಯದಂತೆ ಕಲ್ಯಾಣ ಮಹೋತ್ಸವ ನಡೆಯುತ್ತಿರುವುದು ಸಂತಸ ತಂದಿದೆ. ಮೊದಲಿಗೆ ವಚನ ಪ್ರಾರ್ಥನೆ, ನಂತರ ಪ್ರಮಾಣ ವಚನ ಸ್ವೀಕಾರ, ಗ್ರಂಥ ವಿನಿಮಯ ಹಾಗೂ ಸಸಿ ನೆಡುವ ಕಾರ್ಯಕ್ರಮ ನಡೆಯಲಿದೆ. ಬಳಿಕ 70ರಿಂದ 10 ವರೆಗೆ ಲಿಂಗಪೂಜೆ ಮತ್ತು ಶರಣ ಪ್ರಸಾದ ವ್ಯವಸ್ಥೆ ಇದೆ. ಬೆಳಗ್ಗೆ 11 ರಿಂದ 12-30 ರವರೆಗೆ ಸಾಹಿತ್ಯ ಗೋಷ್ಠಿ ಜರುಗಲಿದೆ.: [226, 1466, 441, 1739]
- green-flag: [919, 313, 944, 357]
- footer-rule: [44, 2376, 1499, 2378]
- green-flag: [682, 298, 707, 343]
- person: [1060, 1257, 1112, 1420]
- issue-date: ಗುರುವಾರ 27 ನವೆಂಬರ್ 2025: [104, 93, 363, 120]
- section-rule: [44, 1148, 1499, 1149]
- students-headline: ವಿದ್ಯಾರ್ಥಿಗಳಿಗೆ ಭಾಷಾ ಕೌಶಲ್ಯಗಳಲ್ಲಿ ಸಾಮರ್ಥ್ಯ ಬೆಳೆಸಿ-ಎಂ.ನಾಸಿರುದ್ದೀನ್: [771, 1157, 1499, 1198]
- students-col4: ಶಿಸ್ತು, ಸಂಸ್ಕಾರ ಅಗತ್ಯ. ಶಾಲಾ ಹಂತದಲ್ಲಿಯೇ ವಿದ್ಯಾರ್ಥಿಗಳಲ್ಲಿ ಓದುವ ಹವ್ಯಾಸ ಬೆಳೆಸಬೇಕು. ಗ್ರಂಥಾಲಯಗಳ ಸದ್ಬಳಕೆ ಮಾಡಿಕೊಳ್ಳಬೇಕು. ಶಿಕ್ಷಕರು ನಿರಂತರ ಕಲಿಕೆಯಲ್ಲಿ ತೊಡಗಬೇಕು.: [1319, 1473, 1499, 1597]
- masthead: [44, 87, 1499, 126]
- traffic-col3: ವಾಹನ ಸವಾರರಿಗೆ ಅರಿವು ಮೂಡಿಸುವ ಕೆಲಸ ಮಾಡಬೇಕೇ ಹೊರತು ದಂಡ ವಿಧಿಸುವುದೇ ಗುರಿಯಾಗಬಾರದು. ದಂಡದ ಮೊತ್ತವನ್ನು ಪುನರ್ ಪರಿಶೀಲಿಸಿ ಕಡಿಮೆ ಮಾಡಬೇಕು ಎಂದು ಮನವಿಯಲ್ಲಿ ತಿಳಿಸಲಾಗಿದೆ.: [1119, 1936, 1282, 2082]
- person: [1134, 1257, 1186, 1420]
- students-event-photo: [956, 1205, 1497, 1464]
- ad-contact: [1021, 89, 1281, 125]
- traffic-col1: ದಾವಣಗೆರೆ: ಮೇಲ್ಕಂಡ ವಿಷಯಕ್ಕೆ ಸಂಬಂಧಿಸಿದಂತೆ, ಮೋಟಾರ್ ವಾಹನ ಕಾಯ್ದೆ ತಿದ್ದುಪಡಿಯ ನಂತರ ಸಂಚಾರಿ ನಿಯಮ ಉಲ್ಲಂಘನೆಗೆ ವಿಧಿಸುವ ದಂಡದ ಮೊತ್ತ ಅಧಿಕವಾಗಿದ್ದು ಜನಸಾಮಾನ್ಯರಿಗೆ ಹೊರೆಯಾಗಿದೆ. ದ್ವಿಚಕ್ರ ವಾಹನ ಸವಾರರು, ಆಟೋ ಚಾಲಕರು ಹಾಗೂ ಬಡ ಕೂಲಿ ಕಾರ್ಮಿಕರು ದುಬಾರಿ ದಂಡ ಪಾವತಿಸಲಾಗದೆ ಪರದಾಡುತ್ತಿದ್ದಾರೆ. ದಂಡದ ಮೊತ್ತವನ್ನು ಕಡಿತಗೊಳಿಸಬೇಕು ಎಂದು ಒತ್ತಾಯಿಸಲಾಯಿತು.: [771, 1707, 949, 1979]
- orange-flag: [852, 276, 878, 320]
- headline-rule: [44, 181, 1499, 182]
- newspaper-logo: ಸಂಜೆವಾಣಿ: [1301, 89, 1402, 125]
